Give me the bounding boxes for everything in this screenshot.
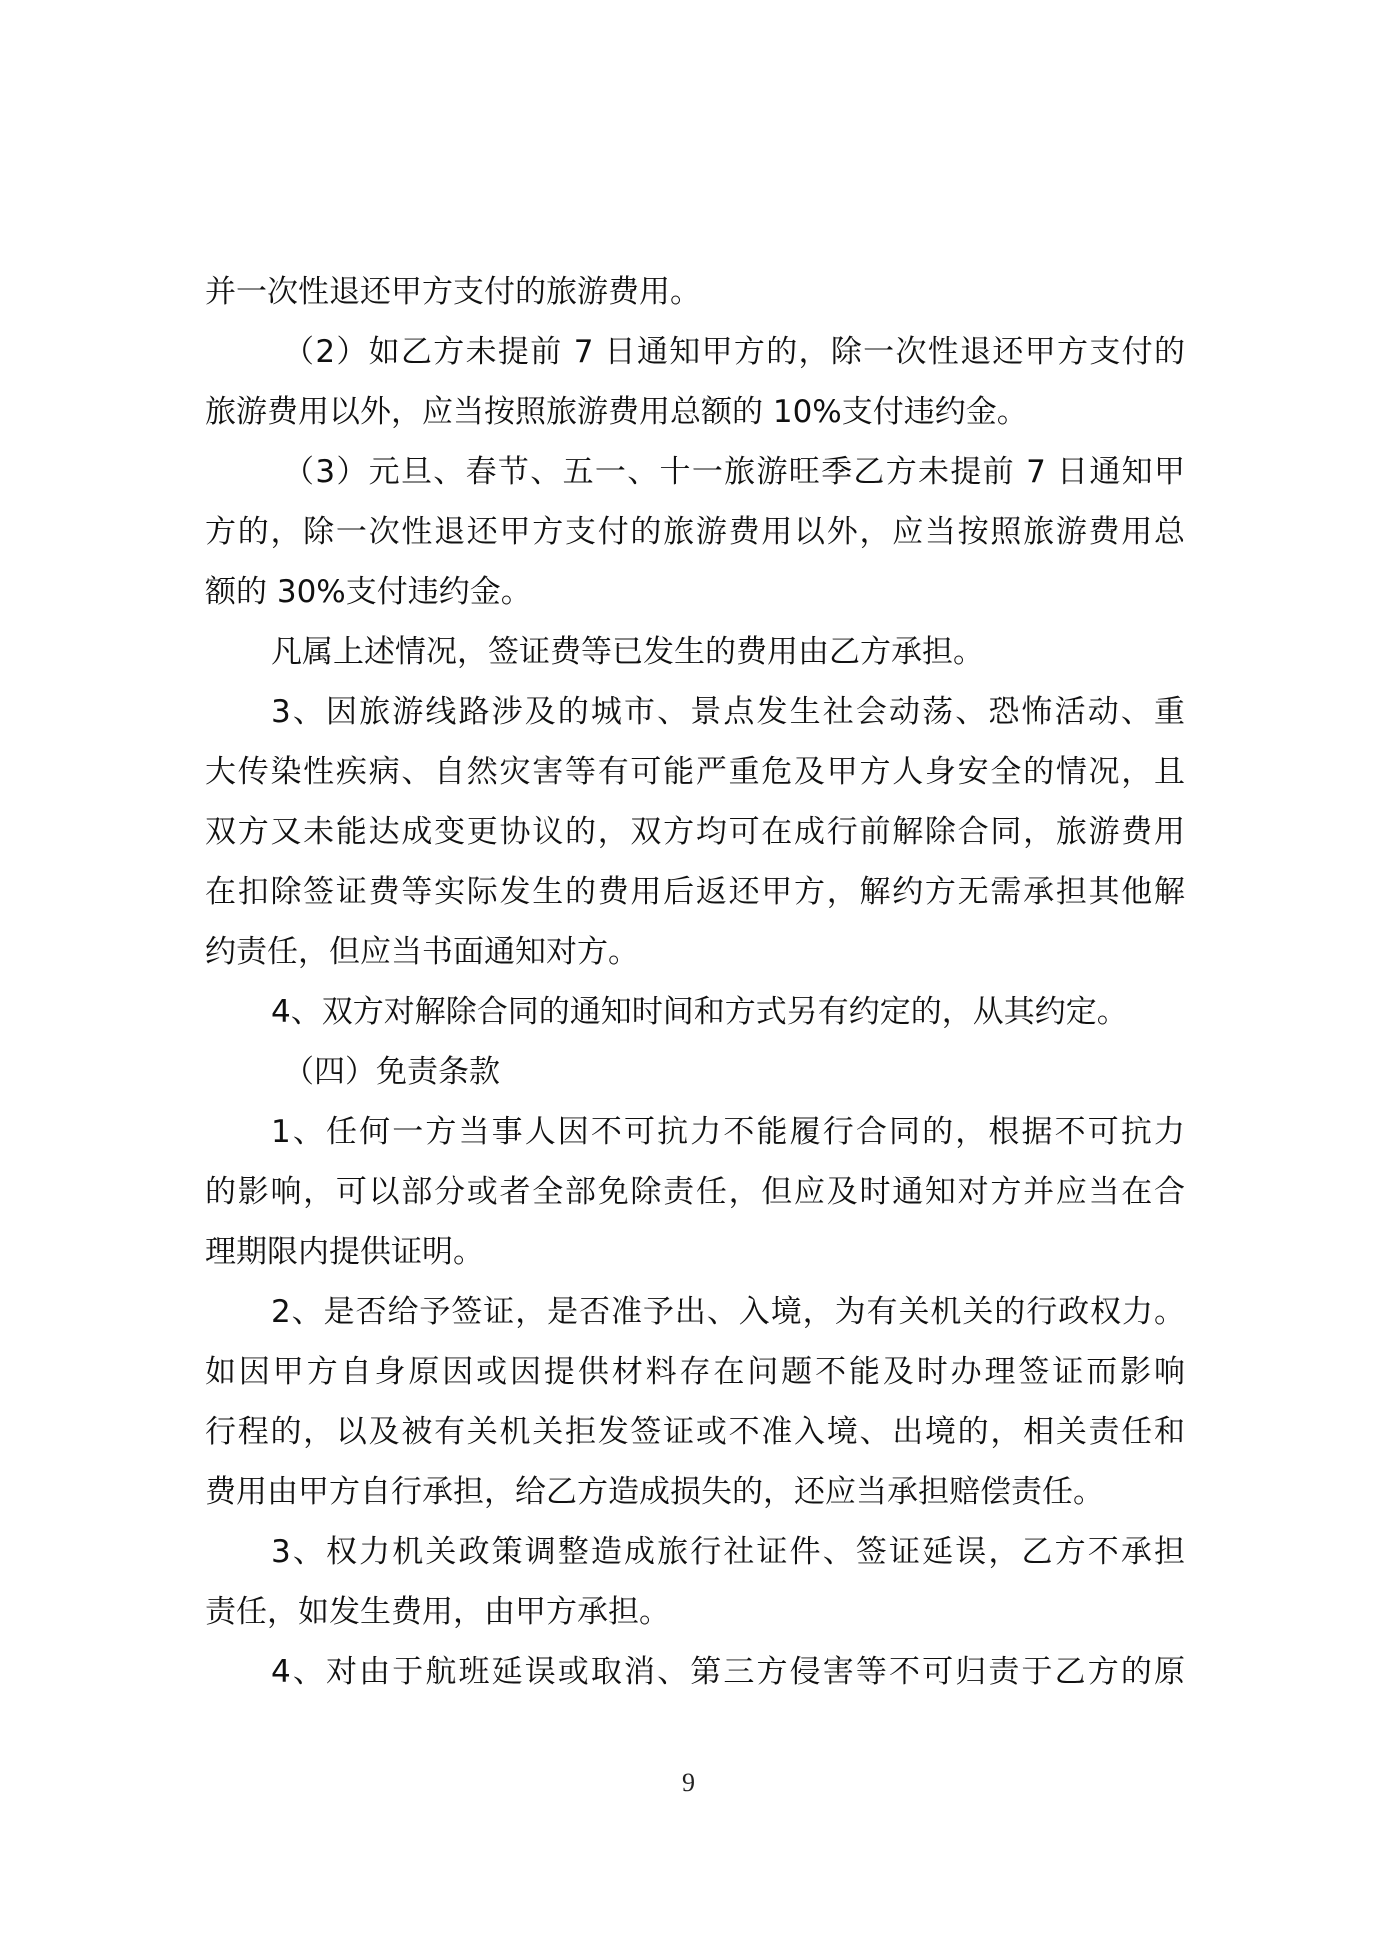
text-line: 在扣除签证费等实际发生的费用后返还甲方，解约方无需承担其他解 bbox=[205, 874, 1185, 910]
text-line: 1、任何一方当事人因不可抗力不能履行合同的，根据不可抗力 bbox=[271, 1114, 1185, 1150]
text-line: 4、对由于航班延误或取消、第三方侵害等不可归责于乙方的原 bbox=[271, 1654, 1185, 1690]
text-line: 3、权力机关政策调整造成旅行社证件、签证延误，乙方不承担 bbox=[271, 1534, 1185, 1570]
text-line: 约责任，但应当书面通知对方。 bbox=[205, 934, 639, 970]
section-heading: （四）免责条款 bbox=[283, 1054, 500, 1090]
text-line: （3）元旦、春节、五一、十一旅游旺季乙方未提前 7 日通知甲 bbox=[283, 454, 1185, 490]
text-line: 并一次性退还甲方支付的旅游费用。 bbox=[205, 274, 701, 310]
text-line: 行程的，以及被有关机关拒发签证或不准入境、出境的，相关责任和 bbox=[205, 1414, 1185, 1450]
page-number: 9 bbox=[682, 1768, 695, 1797]
text-line: 2、是否给予签证，是否准予出、入境，为有关机关的行政权力。 bbox=[271, 1294, 1185, 1330]
text-line: 3、因旅游线路涉及的城市、景点发生社会动荡、恐怖活动、重 bbox=[271, 694, 1185, 730]
body-text bbox=[205, 262, 1185, 1702]
text-line: 大传染性疾病、自然灾害等有可能严重危及甲方人身安全的情况，且 bbox=[205, 754, 1185, 790]
text-line: 理期限内提供证明。 bbox=[205, 1234, 484, 1270]
text-line: 凡属上述情况，签证费等已发生的费用由乙方承担。 bbox=[271, 634, 984, 670]
text-line: 4、双方对解除合同的通知时间和方式另有约定的，从其约定。 bbox=[271, 994, 1128, 1030]
text-line: 双方又未能达成变更协议的，双方均可在成行前解除合同，旅游费用 bbox=[205, 814, 1185, 850]
text-line: 方的，除一次性退还甲方支付的旅游费用以外，应当按照旅游费用总 bbox=[205, 514, 1185, 550]
text-line: 旅游费用以外，应当按照旅游费用总额的 10%支付违约金。 bbox=[205, 394, 1028, 430]
text-line: 的影响，可以部分或者全部免除责任，但应及时通知对方并应当在合 bbox=[205, 1174, 1185, 1210]
text-line: （2）如乙方未提前 7 日通知甲方的，除一次性退还甲方支付的 bbox=[283, 334, 1185, 370]
text-line: 责任，如发生费用，由甲方承担。 bbox=[205, 1594, 670, 1630]
text-line: 额的 30%支付违约金。 bbox=[205, 574, 532, 610]
text-line: 费用由甲方自行承担，给乙方造成损失的，还应当承担赔偿责任。 bbox=[205, 1474, 1104, 1510]
text-line: 如因甲方自身原因或因提供材料存在问题不能及时办理签证而影响 bbox=[205, 1354, 1185, 1390]
